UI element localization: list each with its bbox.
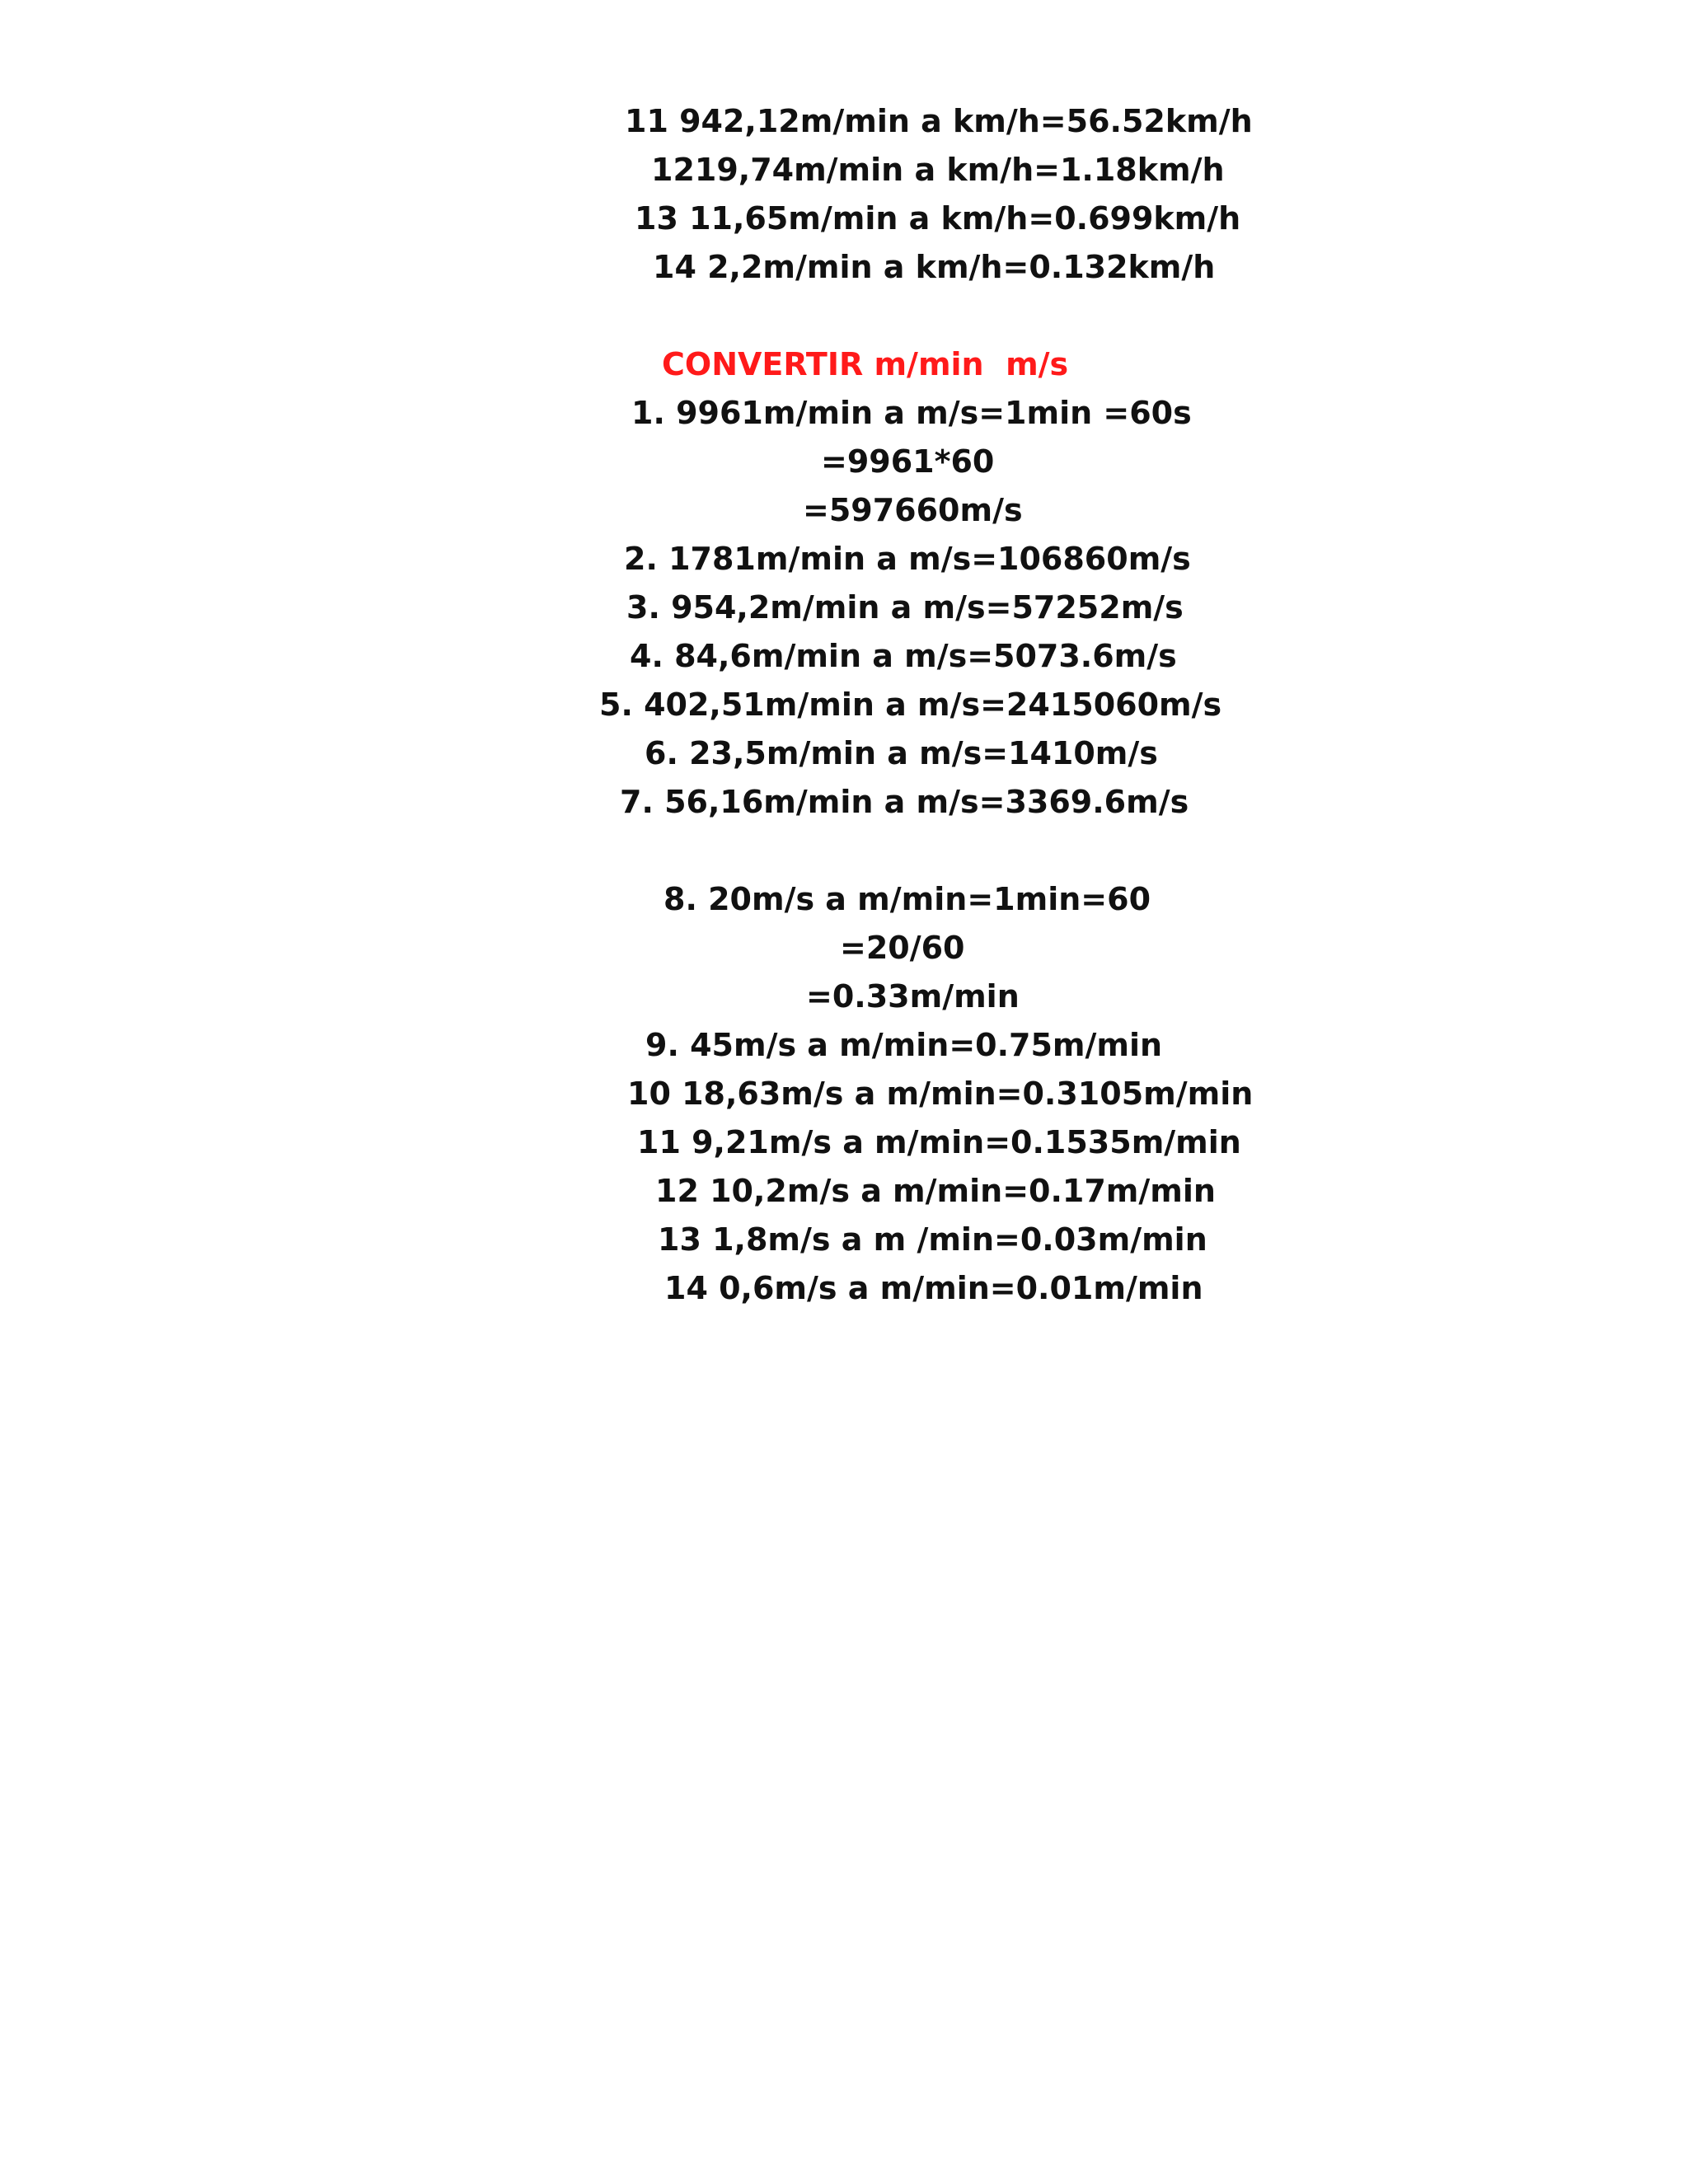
- mmin-line-11: 11 9,21m/s a m/min=0.1535m/min: [637, 1124, 1241, 1160]
- mmin-line-9: 9. 45m/s a m/min=0.75m/min: [645, 1027, 1163, 1063]
- ms-line-1-result: =597660m/s: [803, 492, 1023, 528]
- ms-line-1: 1. 9961m/min a m/s=1min =60s: [631, 395, 1192, 431]
- mmin-line-8: 8. 20m/s a m/min=1min=60: [663, 881, 1151, 917]
- ms-line-6: 6. 23,5m/min a m/s=1410m/s: [645, 735, 1158, 771]
- kmh-line-14: 14 2,2m/min a km/h=0.132km/h: [653, 249, 1216, 285]
- ms-line-4: 4. 84,6m/min a m/s=5073.6m/s: [630, 638, 1177, 674]
- ms-line-2: 2. 1781m/min a m/s=106860m/s: [624, 541, 1191, 577]
- section-heading: CONVERTIR m/min m/s: [662, 346, 1069, 382]
- mmin-line-8-result: =0.33m/min: [806, 978, 1020, 1015]
- mmin-line-10: 10 18,63m/s a m/min=0.3105m/min: [627, 1076, 1254, 1112]
- ms-line-1-step: =9961*60: [821, 443, 995, 480]
- kmh-line-12: 1219,74m/min a km/h=1.18km/h: [651, 152, 1225, 188]
- mmin-line-8-step: =20/60: [840, 930, 965, 966]
- ms-line-3: 3. 954,2m/min a m/s=57252m/s: [626, 589, 1184, 626]
- ms-line-7: 7. 56,16m/min a m/s=3369.6m/s: [620, 784, 1189, 820]
- mmin-line-12: 12 10,2m/s a m/min=0.17m/min: [655, 1173, 1216, 1209]
- kmh-line-11: 11 942,12m/min a km/h=56.52km/h: [625, 103, 1253, 139]
- ms-line-5: 5. 402,51m/min a m/s=2415060m/s: [599, 687, 1222, 723]
- mmin-line-13: 13 1,8m/s a m /min=0.03m/min: [658, 1221, 1207, 1258]
- kmh-line-13: 13 11,65m/min a km/h=0.699km/h: [635, 200, 1241, 237]
- mmin-line-14: 14 0,6m/s a m/min=0.01m/min: [664, 1270, 1203, 1306]
